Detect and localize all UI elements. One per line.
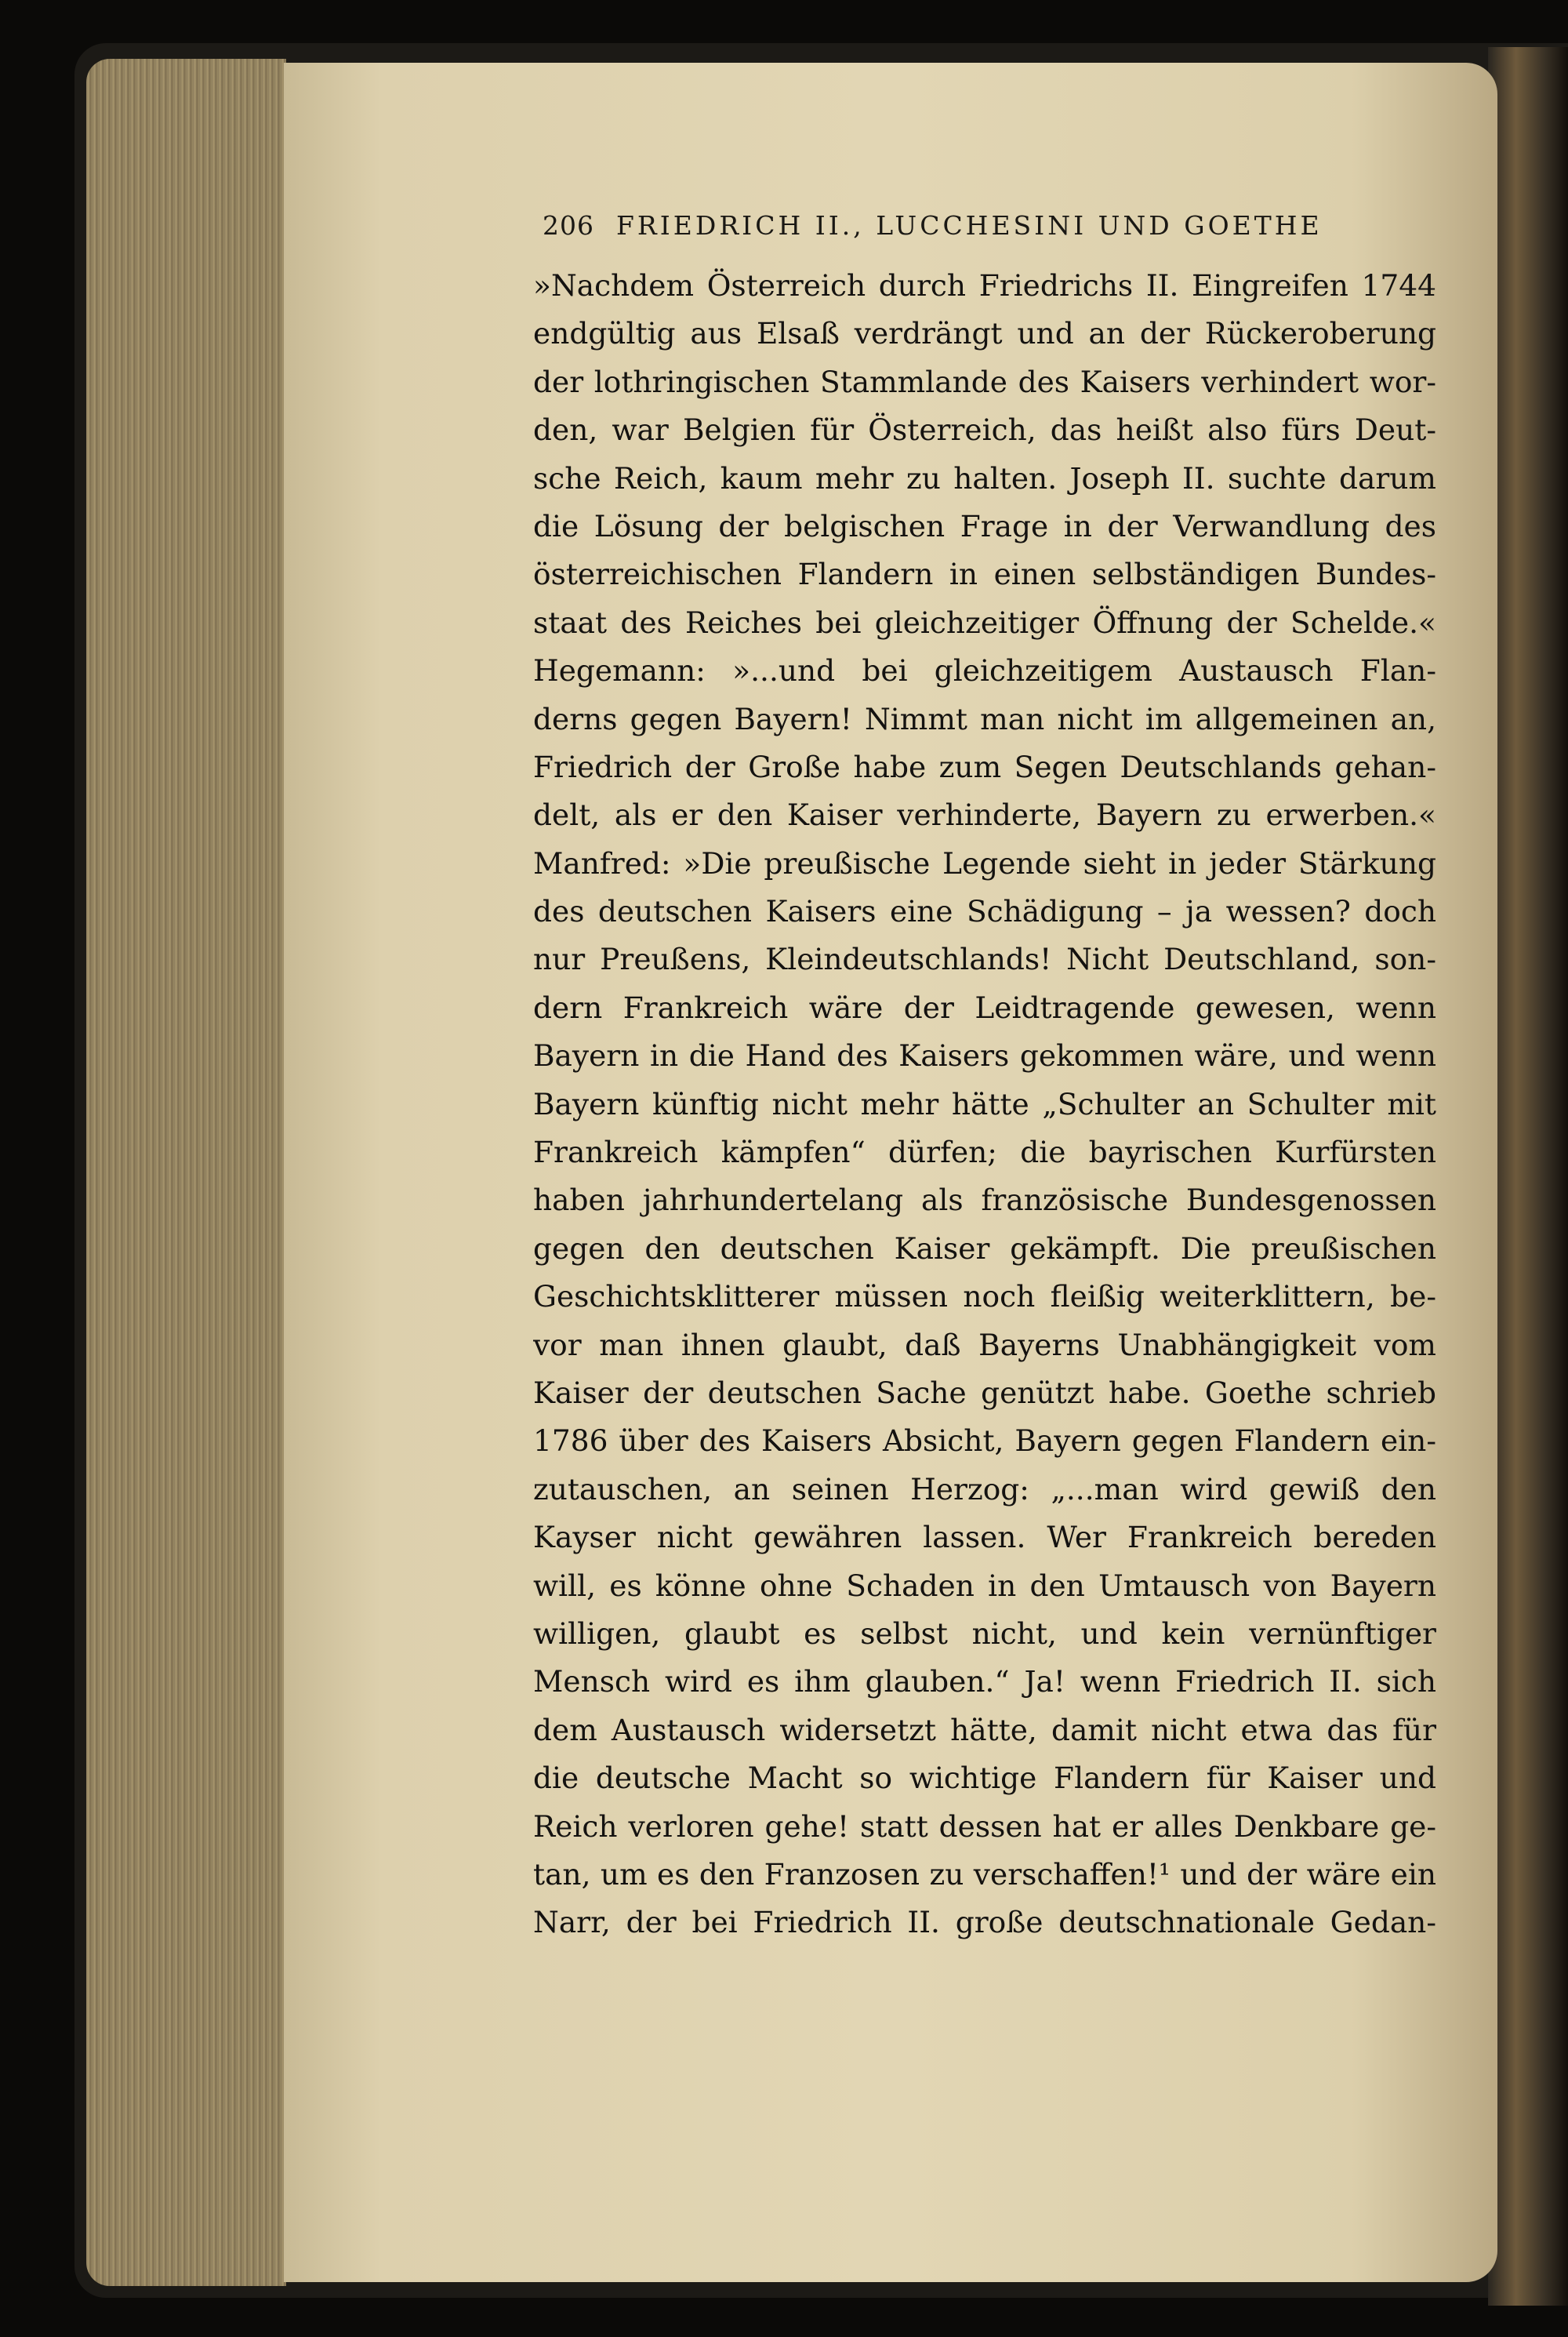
text-line: Mensch wird es ihm glauben.“ Ja! wenn Friedrich II. sich — [533, 1664, 1436, 1699]
text-line: willigen, glaubt es selbst nicht, und kein vernünftiger — [533, 1616, 1436, 1651]
text-line: Narr, der bei Friedrich II. große deutschnationale Gedan- — [533, 1905, 1436, 1940]
text-line: des deutschen Kaisers eine Schädigung – ja wessen? doch — [533, 894, 1436, 929]
text-line: zutauschen, an seinen Herzog: „...man wird gewiß den — [533, 1471, 1436, 1507]
text-line: Reich verloren gehe! statt dessen hat er alles Denkbare ge- — [533, 1808, 1436, 1844]
text-line: sche Reich, kaum mehr zu halten. Joseph II. suchte darum — [533, 460, 1436, 496]
text-line: Geschichtsklitterer müssen noch fleißig weiterklittern, be- — [533, 1279, 1436, 1314]
text-line: endgültig aus Elsaß verdrängt und an der Rückeroberung — [533, 316, 1436, 351]
text-line: »Nachdem Österreich durch Friedrichs II. Eingreifen 1744 — [533, 268, 1436, 303]
text-line: dern Frankreich wäre der Leidtragende gewesen, wenn — [533, 990, 1436, 1025]
text-line: österreichischen Flandern in einen selbständigen Bundes- — [533, 557, 1436, 592]
text-line: die deutsche Macht so wichtige Flandern für Kaiser und — [533, 1761, 1436, 1796]
running-head — [543, 210, 1428, 241]
page-number: 206 — [543, 210, 594, 241]
text-line: der lothringischen Stammlande des Kaisers verhindert wor- — [533, 364, 1436, 399]
text-line: Kayser nicht gewähren lassen. Wer Frankreich bereden — [533, 1520, 1436, 1555]
text-line: staat des Reiches bei gleichzeitiger Öffnung der Schelde.« — [533, 605, 1436, 640]
text-line: Kaiser der deutschen Sache genützt habe. Goethe schrieb — [533, 1375, 1436, 1410]
chapter-title: FRIEDRICH II., LUCCHESINI UND GOETHE — [616, 210, 1323, 241]
text-line: Hegemann: »...und bei gleichzeitigem Austausch Flan- — [533, 653, 1436, 689]
text-line: nur Preußens, Kleindeutschlands! Nicht Deutschland, son- — [533, 942, 1436, 977]
text-line: dem Austausch widersetzt hätte, damit nicht etwa das für — [533, 1712, 1436, 1747]
text-line: vor man ihnen glaubt, daß Bayerns Unabhängigkeit vom — [533, 1327, 1436, 1362]
text-line: delt, als er den Kaiser verhinderte, Bayern zu erwerben.« — [533, 798, 1436, 833]
body-text — [533, 262, 1436, 1947]
text-line: tan, um es den Franzosen zu verschaffen!¹ und der wäre ein — [533, 1856, 1436, 1892]
text-line: Bayern künftig nicht mehr hätte „Schulter an Schulter mit — [533, 1086, 1436, 1121]
text-line: Manfred: »Die preußische Legende sieht in jeder Stärkung — [533, 845, 1436, 881]
text-line: Bayern in die Hand des Kaisers gekommen wäre, und wenn — [533, 1038, 1436, 1074]
text-line: will, es könne ohne Schaden in den Umtausch von Bayern — [533, 1568, 1436, 1603]
page-edges — [86, 59, 286, 2286]
text-line: die Lösung der belgischen Frage in der Verwandlung des — [533, 508, 1436, 543]
text-line: gegen den deutschen Kaiser gekämpft. Die preußischen — [533, 1230, 1436, 1266]
text-line: Frankreich kämpfen“ dürfen; die bayrischen Kurfürsten — [533, 1135, 1436, 1170]
book-spine-edge — [1488, 47, 1568, 2306]
text-line: haben jahrhundertelang als französische Bundesgenossen — [533, 1183, 1436, 1218]
text-line: Friedrich der Große habe zum Segen Deutschlands gehan- — [533, 749, 1436, 784]
text-line: derns gegen Bayern! Nimmt man nicht im allgemeinen an, — [533, 701, 1436, 736]
text-line: 1786 über des Kaisers Absicht, Bayern gegen Flandern ein- — [533, 1423, 1436, 1459]
text-line: den, war Belgien für Österreich, das heißt also fürs Deut- — [533, 413, 1436, 448]
